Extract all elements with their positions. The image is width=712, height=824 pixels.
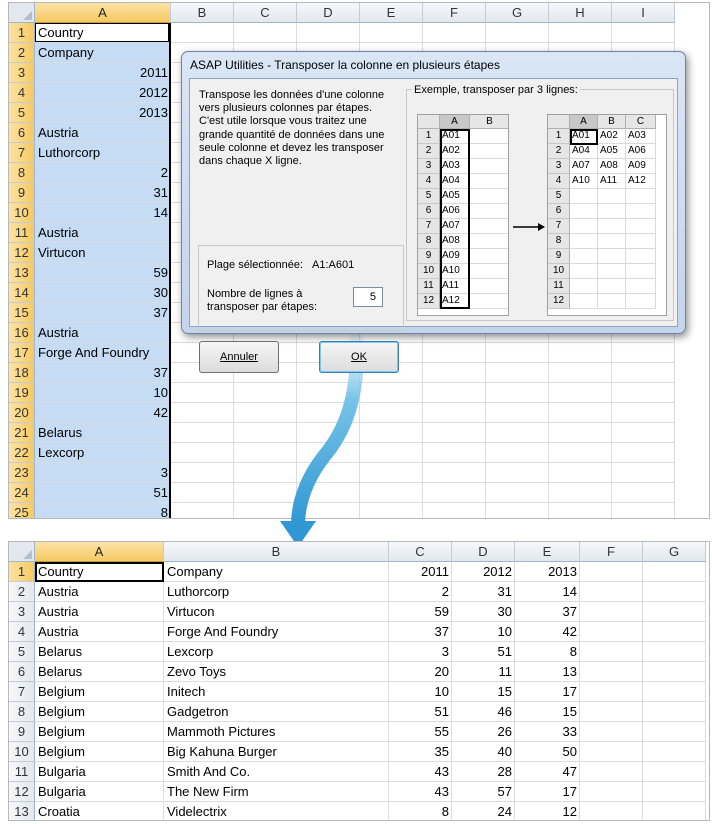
mini-row-header: 8 <box>548 234 570 249</box>
example-after-grid <box>547 114 667 316</box>
table-cell[interactable]: Belarus <box>38 664 83 679</box>
mini-cell <box>570 189 598 204</box>
table-cell[interactable]: 17 <box>562 784 577 799</box>
mini-row-header: 1 <box>418 129 440 144</box>
mini-row-header: 11 <box>548 279 570 294</box>
mini-cell <box>470 189 509 204</box>
row-header[interactable]: 8 <box>9 702 35 722</box>
row-header[interactable]: 3 <box>9 602 35 622</box>
mini-row-header: 12 <box>548 294 570 309</box>
cell-a24[interactable]: 51 <box>153 485 168 500</box>
mini-row-header: 12 <box>418 294 440 309</box>
mini-cell: A11 <box>440 279 470 294</box>
mini-cell: A07 <box>440 219 470 234</box>
mini-cell <box>598 219 626 234</box>
row-header[interactable]: 20 <box>9 403 35 423</box>
table-cell[interactable]: 10 <box>497 624 512 639</box>
select-all-corner[interactable] <box>9 3 35 23</box>
row-header[interactable]: 2 <box>9 582 35 602</box>
row-header[interactable]: 5 <box>9 103 35 123</box>
column-header-b[interactable]: B <box>164 542 389 562</box>
table-cell[interactable]: Company <box>167 564 223 579</box>
row-header[interactable]: 5 <box>9 642 35 662</box>
table-cell[interactable]: 26 <box>497 724 512 739</box>
row-header[interactable]: 1 <box>9 23 35 43</box>
table-cell[interactable]: Belgium <box>38 704 85 719</box>
mini-cell <box>570 219 598 234</box>
mini-cell: A03 <box>626 129 656 144</box>
cell-a25[interactable]: 8 <box>160 505 168 519</box>
mini-cell: A06 <box>440 204 470 219</box>
steps-input[interactable]: 5 <box>353 287 383 307</box>
mini-row-header: 3 <box>548 159 570 174</box>
steps-label-1: Nombre de lignes à <box>207 288 303 300</box>
table-cell[interactable]: Lexcorp <box>167 644 214 659</box>
table-cell[interactable]: Belgium <box>38 684 85 699</box>
column-header-d[interactable]: D <box>297 3 360 23</box>
table-cell[interactable]: 42 <box>562 624 577 639</box>
mini-cell <box>626 234 656 249</box>
table-cell[interactable]: 30 <box>497 604 512 619</box>
table-cell[interactable]: 3 <box>441 644 449 659</box>
row-header[interactable]: 3 <box>9 63 35 83</box>
mini-cell <box>598 264 626 279</box>
mini-corner <box>548 115 570 129</box>
table-cell[interactable]: 55 <box>434 724 449 739</box>
mini-row-header: 7 <box>548 219 570 234</box>
row-header[interactable]: 10 <box>9 203 35 223</box>
cell-a13[interactable]: 59 <box>153 265 168 280</box>
table-cell[interactable]: 2 <box>441 584 449 599</box>
column-header-a[interactable]: A <box>35 542 164 562</box>
row-header[interactable]: 16 <box>9 323 35 343</box>
bottom-worksheet <box>8 541 710 821</box>
row-header[interactable]: 24 <box>9 483 35 503</box>
mini-cell: A08 <box>440 234 470 249</box>
mini-row-header: 2 <box>418 144 440 159</box>
table-cell[interactable]: Bulgaria <box>38 784 86 799</box>
description-line: C'est utile lorsque vous traitez une <box>199 115 367 128</box>
table-cell[interactable]: Videlectrix <box>167 804 227 819</box>
mini-cell: A10 <box>570 174 598 189</box>
mini-cell <box>598 204 626 219</box>
mini-cell: A05 <box>440 189 470 204</box>
mini-cell <box>570 204 598 219</box>
row-header[interactable]: 12 <box>9 782 35 802</box>
table-cell[interactable]: Belgium <box>38 724 85 739</box>
table-cell[interactable]: Virtucon <box>167 604 215 619</box>
table-cell[interactable]: Zevo Toys <box>167 664 227 679</box>
mini-cell <box>626 204 656 219</box>
row-header[interactable]: 4 <box>9 622 35 642</box>
mini-cell: A02 <box>440 144 470 159</box>
table-cell[interactable]: Belgium <box>38 744 85 759</box>
mini-cell <box>598 234 626 249</box>
row-header[interactable]: 15 <box>9 303 35 323</box>
column-header-a[interactable]: A <box>35 3 171 23</box>
cell-a11[interactable]: Austria <box>38 225 79 240</box>
row-header[interactable]: 13 <box>9 802 35 821</box>
mini-row-header: 1 <box>548 129 570 144</box>
mini-row-header: 6 <box>548 204 570 219</box>
mini-cell <box>570 249 598 264</box>
mini-cell: A04 <box>440 174 470 189</box>
row-header[interactable]: 11 <box>9 762 35 782</box>
table-cell[interactable]: 2011 <box>421 564 449 579</box>
column-header-h[interactable]: H <box>549 3 612 23</box>
table-cell[interactable]: 15 <box>562 704 577 719</box>
description-line: Transpose les données d'une colonne <box>199 89 385 101</box>
table-cell[interactable]: 13 <box>562 664 577 679</box>
mini-cell <box>470 159 509 174</box>
range-label: Plage sélectionnée: <box>207 259 304 271</box>
mini-col-header: C <box>626 115 656 129</box>
mini-cell <box>570 264 598 279</box>
row-header[interactable]: 19 <box>9 383 35 403</box>
table-cell[interactable]: 51 <box>434 704 449 719</box>
mini-cell <box>470 144 509 159</box>
cell-a1[interactable]: Country <box>38 25 84 40</box>
mini-row-header: 4 <box>418 174 440 189</box>
cell-a7[interactable]: Luthorcorp <box>38 145 101 160</box>
mini-row-header: 5 <box>548 189 570 204</box>
description-line: grande quantité de données dans une <box>199 128 385 141</box>
mini-cell <box>598 249 626 264</box>
cell-a16[interactable]: Austria <box>38 325 79 340</box>
column-header-d[interactable]: D <box>452 542 515 562</box>
mini-cell <box>470 264 509 279</box>
mini-cell <box>470 234 509 249</box>
mini-cell <box>470 219 509 234</box>
row-header[interactable]: 9 <box>9 183 35 203</box>
table-cell[interactable]: Bulgaria <box>38 764 86 779</box>
mini-cell: A04 <box>570 144 598 159</box>
table-cell[interactable]: 37 <box>562 604 577 619</box>
active-cell <box>35 562 164 582</box>
row-header[interactable]: 7 <box>9 143 35 163</box>
row-header[interactable]: 7 <box>9 682 35 702</box>
mini-row-header: 7 <box>418 219 440 234</box>
table-cell[interactable]: Austria <box>38 604 79 619</box>
mini-cell <box>570 279 598 294</box>
mini-cell: A09 <box>626 159 656 174</box>
row-header[interactable]: 17 <box>9 343 35 363</box>
mini-cell <box>598 189 626 204</box>
mini-corner <box>418 115 440 129</box>
dialog-body <box>189 78 678 363</box>
table-cell[interactable]: Austria <box>38 624 79 639</box>
column-header-f[interactable]: F <box>580 542 643 562</box>
mini-selection <box>440 129 470 309</box>
cell-a8[interactable]: 2 <box>160 165 168 180</box>
mini-cell <box>470 279 509 294</box>
row-header[interactable]: 25 <box>9 503 35 519</box>
mini-cell: A01 <box>570 129 598 144</box>
mini-row-header: 5 <box>418 189 440 204</box>
row-header[interactable]: 13 <box>9 263 35 283</box>
table-cell[interactable]: Big Kahuna Burger <box>167 744 277 759</box>
mini-row-header: 10 <box>418 264 440 279</box>
cell-a12[interactable]: Virtucon <box>38 245 86 260</box>
table-cell[interactable]: 35 <box>434 744 449 759</box>
table-cell[interactable]: 50 <box>562 744 577 759</box>
row-header[interactable]: 11 <box>9 223 35 243</box>
column-header-b[interactable]: B <box>171 3 234 23</box>
cancel-button[interactable]: Annuler <box>199 341 279 373</box>
mini-cell <box>626 279 656 294</box>
mini-cell: A12 <box>440 294 470 309</box>
row-header[interactable]: 22 <box>9 443 35 463</box>
table-cell[interactable]: Belarus <box>38 644 83 659</box>
cell-a22[interactable]: Lexcorp <box>38 445 85 460</box>
mini-row-header: 6 <box>418 204 440 219</box>
row-header[interactable]: 9 <box>9 722 35 742</box>
cell-a3[interactable]: 2011 <box>140 65 168 80</box>
mini-col-header: A <box>570 115 598 129</box>
mini-active-cell <box>570 129 598 145</box>
mini-cell: A03 <box>440 159 470 174</box>
mini-row-header: 11 <box>418 279 440 294</box>
mini-cell: A08 <box>598 159 626 174</box>
row-header[interactable]: 14 <box>9 283 35 303</box>
column-header-g[interactable]: G <box>486 3 549 23</box>
cell-a2[interactable]: Company <box>38 45 94 60</box>
mini-cell <box>626 189 656 204</box>
cell-a15[interactable]: 37 <box>153 305 168 320</box>
row-header[interactable]: 21 <box>9 423 35 443</box>
mini-cell <box>470 129 509 144</box>
mini-cell <box>598 279 626 294</box>
mini-cell <box>626 264 656 279</box>
mini-row-header: 4 <box>548 174 570 189</box>
cell-a17[interactable]: Forge And Foundry <box>38 345 150 360</box>
table-cell[interactable]: 40 <box>497 744 512 759</box>
mini-row-header: 8 <box>418 234 440 249</box>
column-header-e[interactable]: E <box>360 3 423 23</box>
cell-a23[interactable]: 3 <box>160 465 168 480</box>
mini-col-header: B <box>598 115 626 129</box>
table-cell[interactable]: 17 <box>562 684 577 699</box>
mini-cell <box>470 249 509 264</box>
table-cell[interactable]: 57 <box>497 784 512 799</box>
mini-row-header: 2 <box>548 144 570 159</box>
table-cell[interactable]: 15 <box>497 684 512 699</box>
table-cell[interactable]: 33 <box>562 724 577 739</box>
table-cell[interactable]: 11 <box>498 664 512 679</box>
mini-cell: A06 <box>626 144 656 159</box>
table-cell[interactable]: 10 <box>434 684 449 699</box>
column-header-e[interactable]: E <box>515 542 580 562</box>
steps-label-2: transposer par étapes: <box>207 301 318 313</box>
column-header-c[interactable]: C <box>234 3 297 23</box>
description-line: dans chaque X ligne. <box>199 155 302 167</box>
row-header[interactable]: 1 <box>9 562 35 582</box>
mini-cell <box>470 174 509 189</box>
table-cell[interactable]: Country <box>38 564 84 579</box>
mini-cell <box>626 219 656 234</box>
cell-a20[interactable]: 42 <box>153 405 168 420</box>
transpose-dialog <box>181 51 686 363</box>
cell-a10[interactable]: 14 <box>153 205 168 220</box>
table-cell[interactable]: 59 <box>434 604 449 619</box>
cell-a14[interactable]: 30 <box>153 285 168 300</box>
example-title: Exemple, transposer par 3 lignes: <box>414 84 578 96</box>
description-line: seule colonne et devez les transposer <box>199 141 384 154</box>
mini-cell: A02 <box>598 129 626 144</box>
table-cell[interactable]: 51 <box>497 644 512 659</box>
cell-a5[interactable]: 2013 <box>139 105 168 120</box>
cell-a21[interactable]: Belarus <box>38 425 83 440</box>
table-cell[interactable]: 43 <box>434 784 449 799</box>
table-cell[interactable]: 31 <box>497 584 512 599</box>
mini-cell <box>626 294 656 309</box>
row-header[interactable]: 18 <box>9 363 35 383</box>
table-cell[interactable]: 46 <box>497 704 512 719</box>
ok-button[interactable]: OK <box>319 341 399 373</box>
mini-cell: A07 <box>570 159 598 174</box>
mini-col-header: A <box>440 115 470 129</box>
table-cell[interactable]: Smith And Co. <box>167 764 251 779</box>
table-cell[interactable]: Mammoth Pictures <box>167 724 276 739</box>
dialog-title: ASAP Utilities - Transposer la colonne en plusieurs étapes <box>190 58 500 72</box>
row-header[interactable]: 12 <box>9 243 35 263</box>
mini-cell: A12 <box>626 174 656 189</box>
table-cell[interactable]: Forge And Foundry <box>167 624 279 639</box>
row-header[interactable]: 8 <box>9 163 35 183</box>
column-header-f[interactable]: F <box>423 3 486 23</box>
cell-a6[interactable]: Austria <box>38 125 79 140</box>
mini-cell: A05 <box>598 144 626 159</box>
table-cell[interactable]: Austria <box>38 584 79 599</box>
table-cell[interactable]: 14 <box>562 584 577 599</box>
column-header-i[interactable]: I <box>612 3 675 23</box>
table-cell[interactable]: 12 <box>562 804 577 819</box>
row-header[interactable]: 6 <box>9 662 35 682</box>
table-cell[interactable]: 37 <box>434 624 449 639</box>
mini-cell <box>470 294 509 309</box>
table-cell[interactable]: 2012 <box>483 564 512 579</box>
row-header[interactable]: 23 <box>9 463 35 483</box>
mini-cell: A10 <box>440 264 470 279</box>
table-cell[interactable]: Luthorcorp <box>167 584 230 599</box>
arrow-right-icon <box>511 221 547 233</box>
mini-cell <box>470 204 509 219</box>
table-cell[interactable]: Croatia <box>38 804 80 819</box>
mini-cell <box>570 294 598 309</box>
cell-a19[interactable]: 10 <box>153 385 168 400</box>
cell-a9[interactable]: 31 <box>153 185 168 200</box>
row-header[interactable]: 6 <box>9 123 35 143</box>
mini-cell: A01 <box>440 129 470 144</box>
description-line: vers plusieurs colonnes par étapes. <box>199 102 373 115</box>
column-header-c[interactable]: C <box>389 542 452 562</box>
range-value: A1:A601 <box>312 259 355 271</box>
table-cell[interactable]: 8 <box>441 804 449 819</box>
table-cell[interactable]: 28 <box>497 764 512 779</box>
table-cell[interactable]: Gadgetron <box>167 704 229 719</box>
mini-cell <box>598 294 626 309</box>
column-header-g[interactable]: G <box>643 542 706 562</box>
cell-a18[interactable]: 37 <box>153 365 168 380</box>
mini-row-header: 9 <box>418 249 440 264</box>
mini-cell: A11 <box>598 174 626 189</box>
table-cell[interactable]: 20 <box>434 664 449 679</box>
table-cell[interactable]: The New Firm <box>167 784 249 799</box>
mini-cell: A09 <box>440 249 470 264</box>
active-cell <box>35 23 169 42</box>
table-cell[interactable]: 8 <box>569 644 577 659</box>
table-cell[interactable]: Initech <box>167 684 206 699</box>
example-before-grid <box>417 114 509 316</box>
row-header[interactable]: 10 <box>9 742 35 762</box>
mini-row-header: 9 <box>548 249 570 264</box>
row-header[interactable]: 4 <box>9 83 35 103</box>
table-cell[interactable]: 43 <box>434 764 449 779</box>
mini-cell <box>626 249 656 264</box>
table-cell[interactable]: 2013 <box>548 564 577 579</box>
cell-a4[interactable]: 2012 <box>139 85 168 100</box>
mini-cell <box>570 234 598 249</box>
select-all-corner[interactable] <box>9 542 35 562</box>
table-cell[interactable]: 47 <box>562 764 577 779</box>
table-cell[interactable]: 24 <box>497 804 512 819</box>
mini-row-header: 3 <box>418 159 440 174</box>
mini-row-header: 10 <box>548 264 570 279</box>
mini-col-header: B <box>470 115 509 129</box>
row-header[interactable]: 2 <box>9 43 35 63</box>
